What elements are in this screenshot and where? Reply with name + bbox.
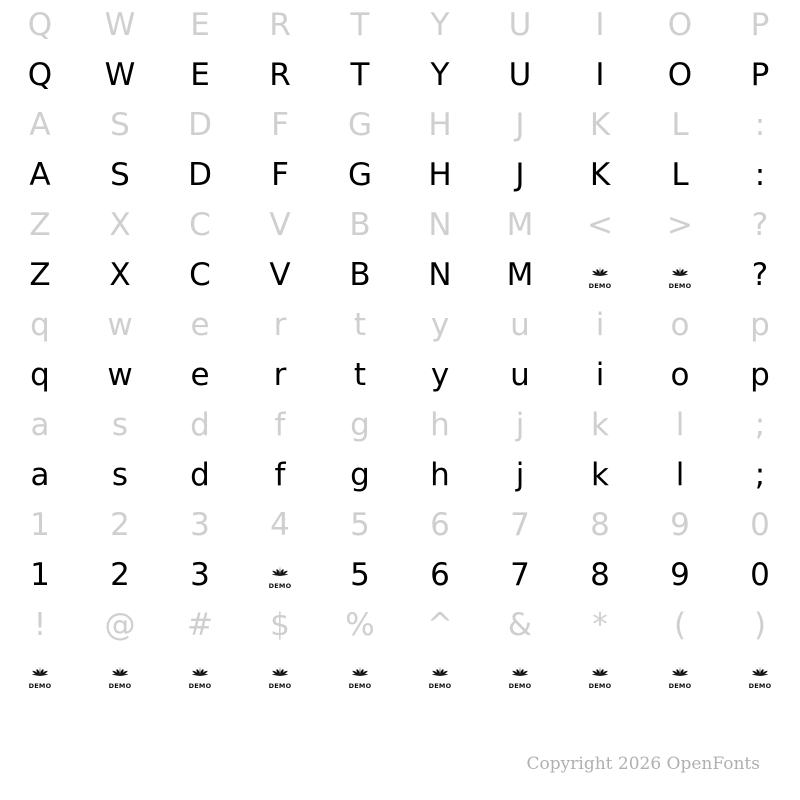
glyph-cell: y [430, 356, 450, 393]
glyph-cell [160, 660, 240, 691]
glyph-cell [560, 660, 640, 691]
glyph-cell: 8 [590, 556, 610, 593]
glyph-cell: Z [29, 206, 51, 243]
demo-watermark-glyph [747, 663, 773, 689]
glyph-cell: N [428, 206, 452, 243]
glyph-cell: ! [33, 606, 47, 643]
glyph-cell [640, 260, 720, 291]
demo-watermark-label: DEMO [508, 681, 532, 690]
glyph-cell: K [589, 156, 611, 193]
demo-watermark-glyph [667, 263, 693, 289]
demo-watermark-label: DEMO [28, 681, 52, 690]
glyph-cell: 4 [270, 506, 290, 543]
glyph-cell: a [30, 456, 50, 493]
leaf-icon [268, 663, 292, 677]
glyph-cell: : [754, 156, 766, 193]
glyph-cell: s [111, 406, 129, 443]
glyph-cell: K [589, 106, 611, 143]
glyph-row [0, 50, 800, 100]
glyph-cell: e [190, 356, 210, 393]
glyph-cell: O [667, 56, 693, 93]
demo-watermark-label: DEMO [748, 681, 772, 690]
glyph-row [0, 400, 800, 450]
glyph-cell: r [273, 356, 287, 393]
glyph-cell: k [591, 406, 609, 443]
glyph-row [0, 0, 800, 50]
leaf-icon [668, 263, 692, 277]
glyph-cell [0, 660, 80, 691]
demo-watermark-label: DEMO [268, 681, 292, 690]
glyph-cell: q [30, 306, 50, 343]
glyph-row [0, 100, 800, 150]
glyph-cell: * [592, 606, 608, 643]
glyph-cell: M [506, 206, 534, 243]
glyph-cell: 9 [670, 556, 690, 593]
glyph-cell: r [273, 306, 287, 343]
leaf-icon [268, 563, 292, 577]
demo-watermark-glyph [187, 663, 213, 689]
glyph-row [0, 550, 800, 600]
glyph-cell: f [274, 456, 286, 493]
glyph-cell: u [510, 306, 530, 343]
glyph-cell: 1 [30, 506, 50, 543]
glyph-row [0, 500, 800, 550]
glyph-cell: R [269, 56, 291, 93]
glyph-cell: 0 [750, 556, 770, 593]
copyright-notice: Copyright 2026 OpenFonts [526, 754, 760, 774]
demo-watermark-glyph [667, 663, 693, 689]
glyph-cell: 7 [510, 506, 530, 543]
glyph-cell: 0 [750, 506, 770, 543]
glyph-cell: I [595, 56, 605, 93]
glyph-cell [480, 660, 560, 691]
glyph-cell: J [515, 156, 525, 193]
glyph-cell: Y [430, 6, 450, 43]
glyph-cell: q [30, 356, 50, 393]
glyph-cell: X [109, 206, 131, 243]
glyph-cell: H [428, 156, 452, 193]
glyph-cell: 6 [430, 556, 450, 593]
glyph-cell: > [667, 206, 693, 243]
demo-watermark-glyph [587, 263, 613, 289]
leaf-icon [348, 663, 372, 677]
glyph-row [0, 300, 800, 350]
glyph-cell [640, 660, 720, 691]
glyph-cell [720, 660, 800, 691]
glyph-cell: O [667, 6, 693, 43]
glyph-cell: Q [27, 6, 53, 43]
glyph-cell: ^ [427, 606, 453, 643]
glyph-cell: % [345, 606, 375, 643]
glyph-cell: : [754, 106, 766, 143]
glyph-cell: D [188, 156, 212, 193]
glyph-cell: g [350, 406, 370, 443]
glyph-cell: l [675, 406, 685, 443]
glyph-cell: R [269, 6, 291, 43]
glyph-cell: < [587, 206, 613, 243]
demo-watermark-glyph [507, 663, 533, 689]
glyph-cell: Y [430, 56, 450, 93]
leaf-icon [668, 663, 692, 677]
glyph-cell: i [595, 356, 605, 393]
demo-watermark-label: DEMO [588, 681, 612, 690]
glyph-cell: j [515, 406, 525, 443]
glyph-cell: ( [673, 606, 687, 643]
glyph-cell: h [430, 456, 450, 493]
glyph-cell: I [595, 6, 605, 43]
glyph-cell: w [107, 356, 133, 393]
glyph-cell [80, 660, 160, 691]
glyph-cell: 9 [670, 506, 690, 543]
glyph-cell: i [595, 306, 605, 343]
demo-watermark-glyph [267, 663, 293, 689]
glyph-row [0, 150, 800, 200]
glyph-cell: A [29, 156, 51, 193]
glyph-cell [400, 660, 480, 691]
glyph-cell: 1 [30, 556, 50, 593]
glyph-cell: t [353, 356, 367, 393]
glyph-cell: U [508, 56, 532, 93]
demo-watermark-label: DEMO [588, 281, 612, 290]
glyph-cell: U [508, 6, 532, 43]
glyph-cell: y [430, 306, 450, 343]
glyph-row [0, 650, 800, 700]
glyph-cell: s [111, 456, 129, 493]
glyph-cell: ? [751, 206, 769, 243]
glyph-cell: Q [27, 56, 53, 93]
glyph-cell: C [189, 206, 211, 243]
glyph-cell: @ [104, 606, 136, 643]
glyph-cell: & [507, 606, 533, 643]
demo-watermark-glyph [347, 663, 373, 689]
glyph-row [0, 200, 800, 250]
glyph-cell: F [271, 156, 289, 193]
glyph-cell: H [428, 106, 452, 143]
glyph-cell: f [274, 406, 286, 443]
glyph-cell [320, 660, 400, 691]
glyph-cell: G [347, 156, 373, 193]
glyph-cell: G [347, 106, 373, 143]
glyph-cell: l [675, 456, 685, 493]
glyph-cell: M [506, 256, 534, 293]
glyph-cell: ) [753, 606, 767, 643]
demo-watermark-glyph [107, 663, 133, 689]
leaf-icon [108, 663, 132, 677]
glyph-cell: j [515, 456, 525, 493]
glyph-cell: ; [754, 456, 766, 493]
glyph-cell: t [353, 306, 367, 343]
glyph-cell: e [190, 306, 210, 343]
demo-watermark-label: DEMO [108, 681, 132, 690]
glyph-cell: p [750, 356, 770, 393]
glyph-cell: 3 [190, 506, 210, 543]
glyph-cell [240, 660, 320, 691]
glyph-cell: ; [754, 406, 766, 443]
glyph-row [0, 450, 800, 500]
demo-watermark-label: DEMO [268, 581, 292, 590]
glyph-cell [560, 260, 640, 291]
glyph-cell: W [104, 6, 136, 43]
glyph-cell: W [104, 56, 136, 93]
glyph-cell: ? [751, 256, 769, 293]
glyph-cell: V [269, 206, 291, 243]
glyph-cell: S [110, 156, 130, 193]
glyph-cell: P [750, 6, 770, 43]
glyph-cell: L [671, 106, 689, 143]
leaf-icon [588, 263, 612, 277]
demo-watermark-label: DEMO [428, 681, 452, 690]
glyph-cell: N [428, 256, 452, 293]
glyph-cell: 2 [110, 556, 130, 593]
glyph-cell: p [750, 306, 770, 343]
glyph-cell: E [190, 6, 210, 43]
glyph-cell: 8 [590, 506, 610, 543]
glyph-cell: L [671, 156, 689, 193]
glyph-cell: o [670, 356, 690, 393]
glyph-cell: 7 [510, 556, 530, 593]
demo-watermark-label: DEMO [668, 281, 692, 290]
glyph-cell: T [350, 6, 370, 43]
glyph-cell: u [510, 356, 530, 393]
glyph-cell: A [29, 106, 51, 143]
glyph-cell: o [670, 306, 690, 343]
glyph-cell: J [515, 106, 525, 143]
glyph-cell: h [430, 406, 450, 443]
leaf-icon [188, 663, 212, 677]
glyph-cell [240, 560, 320, 591]
glyph-cell: F [271, 106, 289, 143]
glyph-cell: $ [270, 606, 290, 643]
glyph-cell: d [190, 406, 210, 443]
demo-watermark-label: DEMO [188, 681, 212, 690]
leaf-icon [748, 663, 772, 677]
glyph-cell: g [350, 456, 370, 493]
glyph-cell: E [190, 56, 210, 93]
demo-watermark-label: DEMO [668, 681, 692, 690]
glyph-cell: X [109, 256, 131, 293]
glyph-cell: T [350, 56, 370, 93]
glyph-cell: 5 [350, 506, 370, 543]
glyph-cell: Z [29, 256, 51, 293]
glyph-cell: C [189, 256, 211, 293]
glyph-cell: k [591, 456, 609, 493]
demo-watermark-glyph [587, 663, 613, 689]
glyph-cell: S [110, 106, 130, 143]
glyph-row [0, 250, 800, 300]
leaf-icon [428, 663, 452, 677]
leaf-icon [588, 663, 612, 677]
demo-watermark-glyph [27, 663, 53, 689]
glyph-cell: # [187, 606, 213, 643]
demo-watermark-glyph [427, 663, 453, 689]
glyph-cell: w [107, 306, 133, 343]
glyph-cell: D [188, 106, 212, 143]
glyph-cell: 3 [190, 556, 210, 593]
glyph-cell: 6 [430, 506, 450, 543]
glyph-cell: V [269, 256, 291, 293]
glyph-row [0, 600, 800, 650]
glyph-cell: 5 [350, 556, 370, 593]
demo-watermark-label: DEMO [348, 681, 372, 690]
glyph-cell: P [750, 56, 770, 93]
demo-watermark-glyph [267, 563, 293, 589]
leaf-icon [28, 663, 52, 677]
glyph-cell: B [349, 256, 371, 293]
leaf-icon [508, 663, 532, 677]
glyph-cell: a [30, 406, 50, 443]
glyph-cell: B [349, 206, 371, 243]
glyph-row [0, 350, 800, 400]
glyph-cell: d [190, 456, 210, 493]
glyph-cell: 2 [110, 506, 130, 543]
